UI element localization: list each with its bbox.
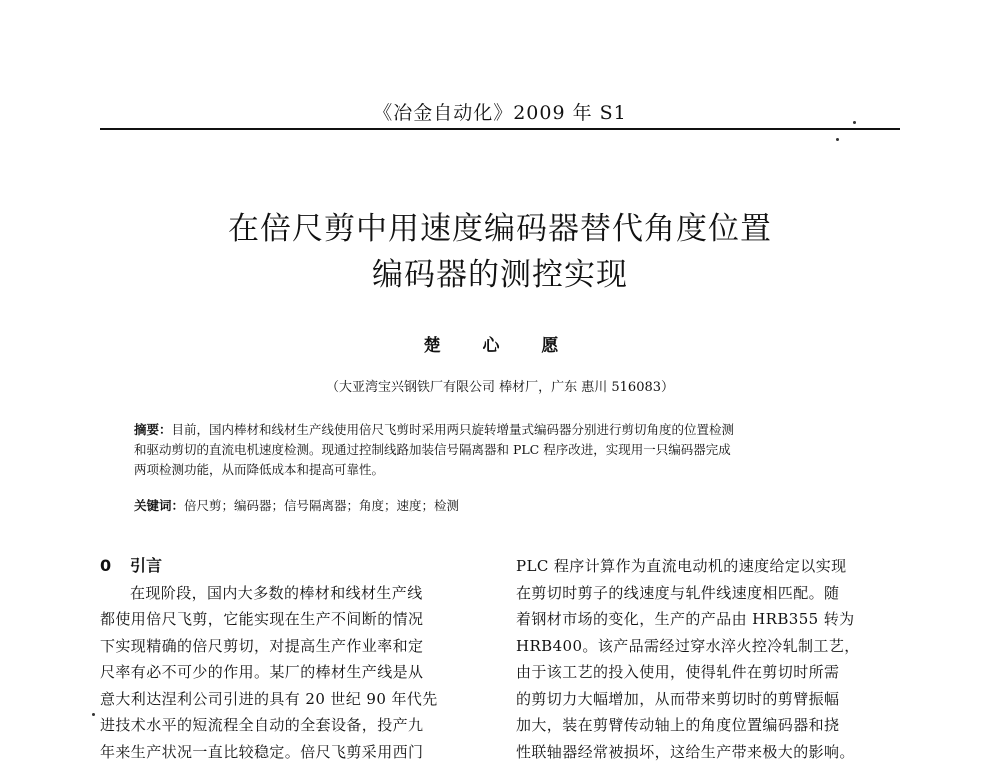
header-rule: [100, 128, 900, 130]
author: 楚 心 愿: [0, 331, 1000, 356]
body-line: 在剪切时剪子的线速度与轧件线速度相匹配。随: [516, 580, 896, 607]
body-line: 性联轴器经常被损坏，这给生产带来极大的影响。: [516, 739, 896, 765]
paper-title: [0, 206, 1000, 298]
keywords-text: 倍尺剪；编码器；信号隔离器；角度；速度；检测: [184, 498, 459, 513]
body-line: 加大，装在剪臂传动轴上的角度位置编码器和挠: [516, 712, 896, 739]
section-number: 0: [100, 553, 130, 580]
body-line: 进技术水平的短流程全自动的全套设备，投产九: [100, 712, 480, 739]
body-line: 的剪切力大幅增加，从而带来剪切时的剪臂振幅: [516, 686, 896, 713]
journal-header: 《冶金自动化》2009 年 S1: [0, 98, 1000, 125]
body-line: 下实现精确的倍尺剪切，对提高生产作业率和定: [100, 633, 480, 660]
body-line: HRB400。该产品需经过穿水淬火控冷轧制工艺，: [516, 633, 896, 660]
right-column: [516, 553, 896, 765]
body-line: PLC 程序计算作为直流电动机的速度给定以实现: [516, 553, 896, 580]
body-line: 意大利达涅利公司引进的具有 20 世纪 90 年代先: [100, 686, 480, 713]
body-line: 由于该工艺的投入使用，使得轧件在剪切时所需: [516, 659, 896, 686]
abstract-line-2: 和驱动剪切的直流电机速度检测。现通过控制线路加装信号隔离器和 PLC 程序改进，实现用一只编码器完成: [134, 440, 874, 460]
abstract-line-3: 两项检测功能，从而降低成本和提高可靠性。: [134, 460, 874, 480]
body-line: 年来生产状况一直比较稳定。倍尺飞剪采用西门: [100, 739, 480, 765]
scan-speck: [853, 121, 856, 124]
title-line-2: 编码器的测控实现: [0, 252, 1000, 298]
keywords-label: 关键词：: [134, 498, 184, 513]
left-column: [100, 553, 480, 765]
affiliation: （大亚湾宝兴钢铁厂有限公司 棒材厂，广东 惠川 516083）: [0, 376, 1000, 395]
title-line-1: 在倍尺剪中用速度编码器替代角度位置: [0, 206, 1000, 252]
body-line: 在现阶段，国内大多数的棒材和线材生产线: [100, 580, 480, 607]
abstract-label: 摘要：: [134, 422, 172, 437]
section-title: 引言: [130, 556, 162, 575]
abstract: [134, 420, 874, 480]
body-line: 都使用倍尺飞剪，它能实现在生产不间断的情况: [100, 606, 480, 633]
section-heading: [100, 553, 480, 580]
scan-speck: [92, 713, 95, 716]
keywords: [134, 496, 874, 516]
abstract-line-1: 目前，国内棒材和线材生产线使用倍尺飞剪时采用两只旋转增量式编码器分别进行剪切角度的位置检测: [172, 422, 735, 437]
scan-speck: [836, 138, 839, 141]
body-line: 尺率有必不可少的作用。某厂的棒材生产线是从: [100, 659, 480, 686]
body-line: 着钢材市场的变化，生产的产品由 HRB355 转为: [516, 606, 896, 633]
